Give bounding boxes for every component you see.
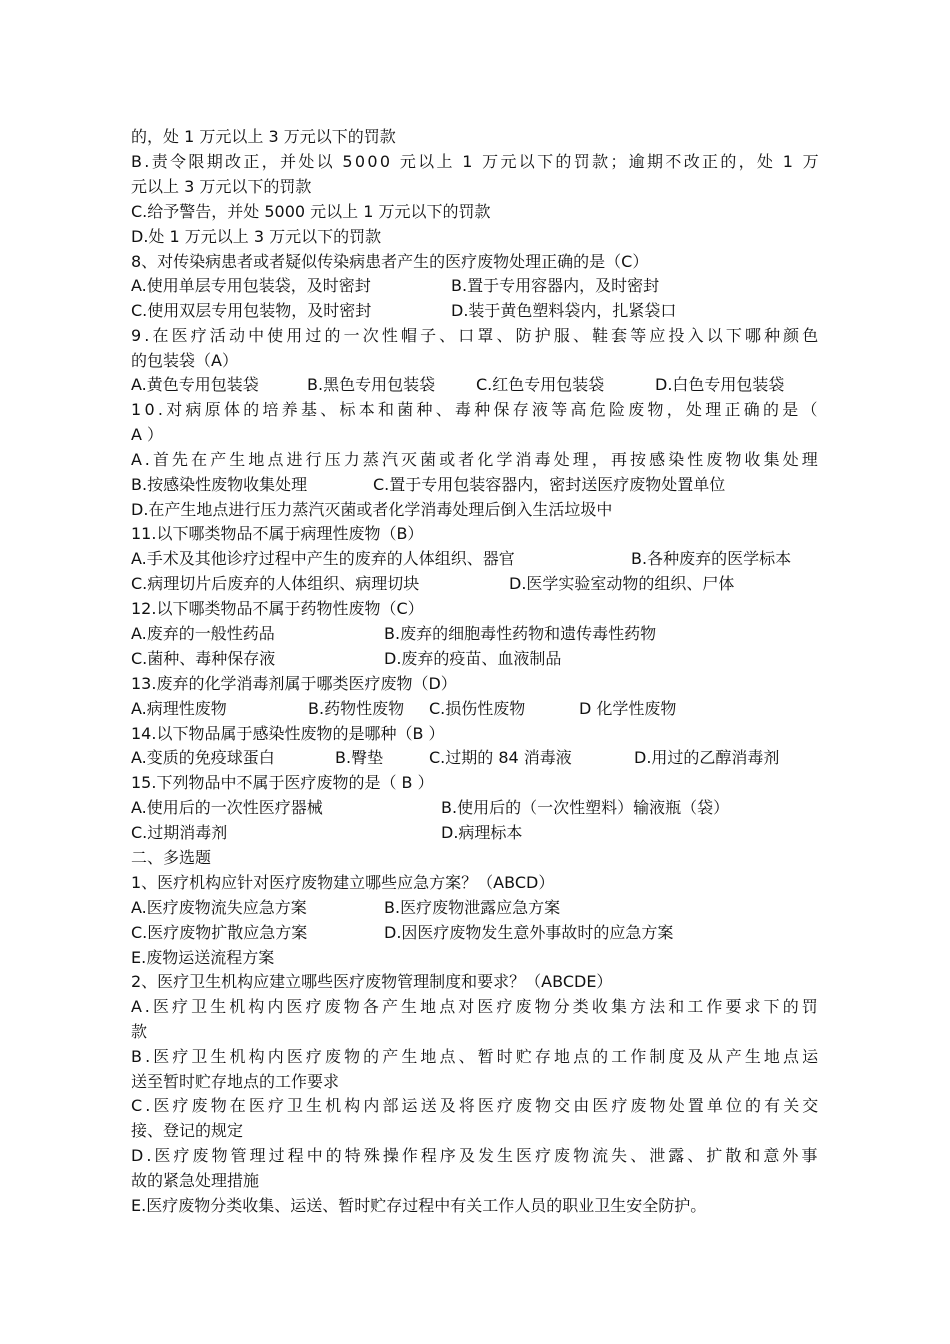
- text-line: 送至暂时贮存地点的工作要求: [131, 1072, 340, 1091]
- option-text: B.黑色专用包装袋: [307, 375, 436, 394]
- option-text: D 化学性废物: [579, 699, 677, 718]
- text-line: 9.在医疗活动中使用过的一次性帽子、口罩、防护服、鞋套等应投入以下哪种颜色: [131, 326, 822, 345]
- option-text: D.用过的乙醇消毒剂: [634, 748, 780, 767]
- option-text: B.药物性废物: [308, 699, 405, 718]
- text-line: C.医疗废物在医疗卫生机构内部运送及将医疗废物交由医疗废物处置单位的有关交: [131, 1096, 822, 1115]
- text-line: B.医疗卫生机构内医疗废物的产生地点、暂时贮存地点的工作制度及从产生地点运: [131, 1047, 822, 1066]
- text-line: 元以上 3 万元以下的罚款: [131, 177, 312, 196]
- option-text: B.按感染性废物收集处理: [131, 475, 308, 494]
- text-line: D.处 1 万元以上 3 万元以下的罚款: [131, 227, 382, 246]
- option-text: C.置于专用包装容器内，密封送医疗废物处置单位: [373, 475, 726, 494]
- text-line: 12.以下哪类物品不属于药物性废物（C）: [131, 599, 424, 618]
- option-text: A.手术及其他诊疗过程中产生的废弃的人体组织、器官: [131, 549, 515, 568]
- text-line: 二、多选题: [131, 848, 212, 867]
- option-text: A.使用后的一次性医疗器械: [131, 798, 323, 817]
- option-text: C.过期消毒剂: [131, 823, 228, 842]
- option-text: C.使用双层专用包装物，及时密封: [131, 301, 372, 320]
- text-line: 接、登记的规定: [131, 1121, 244, 1140]
- text-line: B.责令限期改正，并处以 5000 元以上 1 万元以下的罚款；逾期不改正的，处 1 万: [131, 152, 821, 171]
- option-text: D.因医疗废物发生意外事故时的应急方案: [384, 923, 674, 942]
- option-text: B.使用后的（一次性塑料）输液瓶（袋）: [441, 798, 730, 817]
- text-line: 14.以下物品属于感染性废物的是哪种（B ）: [131, 724, 445, 743]
- option-text: B.医疗废物泄露应急方案: [384, 898, 561, 917]
- text-line: 2、医疗卫生机构应建立哪些医疗废物管理制度和要求？（ABCDE）: [131, 972, 613, 991]
- option-text: D.废弃的疫苗、血液制品: [384, 649, 562, 668]
- option-text: C.损伤性废物: [429, 699, 526, 718]
- text-line: 款: [131, 1022, 148, 1041]
- option-text: A.变质的免疫球蛋白: [131, 748, 275, 767]
- text-line: 15.下列物品中不属于医疗废物的是（ B ）: [131, 773, 434, 792]
- option-text: C.医疗废物扩散应急方案: [131, 923, 308, 942]
- text-line: A ）: [131, 425, 164, 444]
- option-text: A.使用单层专用包装袋，及时密封: [131, 276, 371, 295]
- text-line: C.给予警告，并处 5000 元以上 1 万元以下的罚款: [131, 202, 491, 221]
- text-line: 故的紧急处理措施: [131, 1171, 260, 1190]
- text-line: D.在产生地点进行压力蒸汽灭菌或者化学消毒处理后倒入生活垃圾中: [131, 500, 613, 519]
- text-line: 8、对传染病患者或者疑似传染病患者产生的医疗废物处理正确的是（C）: [131, 252, 649, 271]
- text-line: 11.以下哪类物品不属于病理性废物（B）: [131, 524, 424, 543]
- text-line: E.医疗废物分类收集、运送、暂时贮存过程中有关工作人员的职业卫生安全防护。: [131, 1196, 707, 1215]
- option-text: C.菌种、毒种保存液: [131, 649, 276, 668]
- option-text: D.医学实验室动物的组织、尸体: [509, 574, 735, 593]
- text-line: 的包装袋（A）: [131, 351, 238, 370]
- option-text: A.医疗废物流失应急方案: [131, 898, 307, 917]
- text-line: D.医疗废物管理过程中的特殊操作程序及发生医疗废物流失、泄露、扩散和意外事: [131, 1146, 821, 1165]
- option-text: B.废弃的细胞毒性药物和遗传毒性药物: [384, 624, 657, 643]
- text-line: 10.对病原体的培养基、标本和菌种、毒种保存液等高危险废物，处理正确的是（: [131, 400, 821, 419]
- option-text: B.各种废弃的医学标本: [631, 549, 792, 568]
- option-text: C.过期的 84 消毒液: [429, 748, 572, 767]
- text-line: 的，处 1 万元以上 3 万元以下的罚款: [131, 127, 396, 146]
- text-line: 13.废弃的化学消毒剂属于哪类医疗废物（D）: [131, 674, 457, 693]
- option-text: C.病理切片后废弃的人体组织、病理切块: [131, 574, 420, 593]
- text-line: A.首先在产生地点进行压力蒸汽灭菌或者化学消毒处理，再按感染性废物收集处理: [131, 450, 821, 469]
- option-text: B.置于专用容器内，及时密封: [451, 276, 660, 295]
- option-text: A.病理性废物: [131, 699, 227, 718]
- text-line: E.废物运送流程方案: [131, 948, 275, 967]
- option-text: D.装于黄色塑料袋内，扎紧袋口: [451, 301, 677, 320]
- text-line: 1、医疗机构应针对医疗废物建立哪些应急方案？（ABCD）: [131, 873, 555, 892]
- option-text: D.白色专用包装袋: [655, 375, 785, 394]
- option-text: D.病理标本: [441, 823, 523, 842]
- option-text: C.红色专用包装袋: [476, 375, 605, 394]
- option-text: A.黄色专用包装袋: [131, 375, 259, 394]
- option-text: A.废弃的一般性药品: [131, 624, 275, 643]
- text-line: A.医疗卫生机构内医疗废物各产生地点对医疗废物分类收集方法和工作要求下的罚: [131, 997, 821, 1016]
- option-text: B.臀垫: [335, 748, 384, 767]
